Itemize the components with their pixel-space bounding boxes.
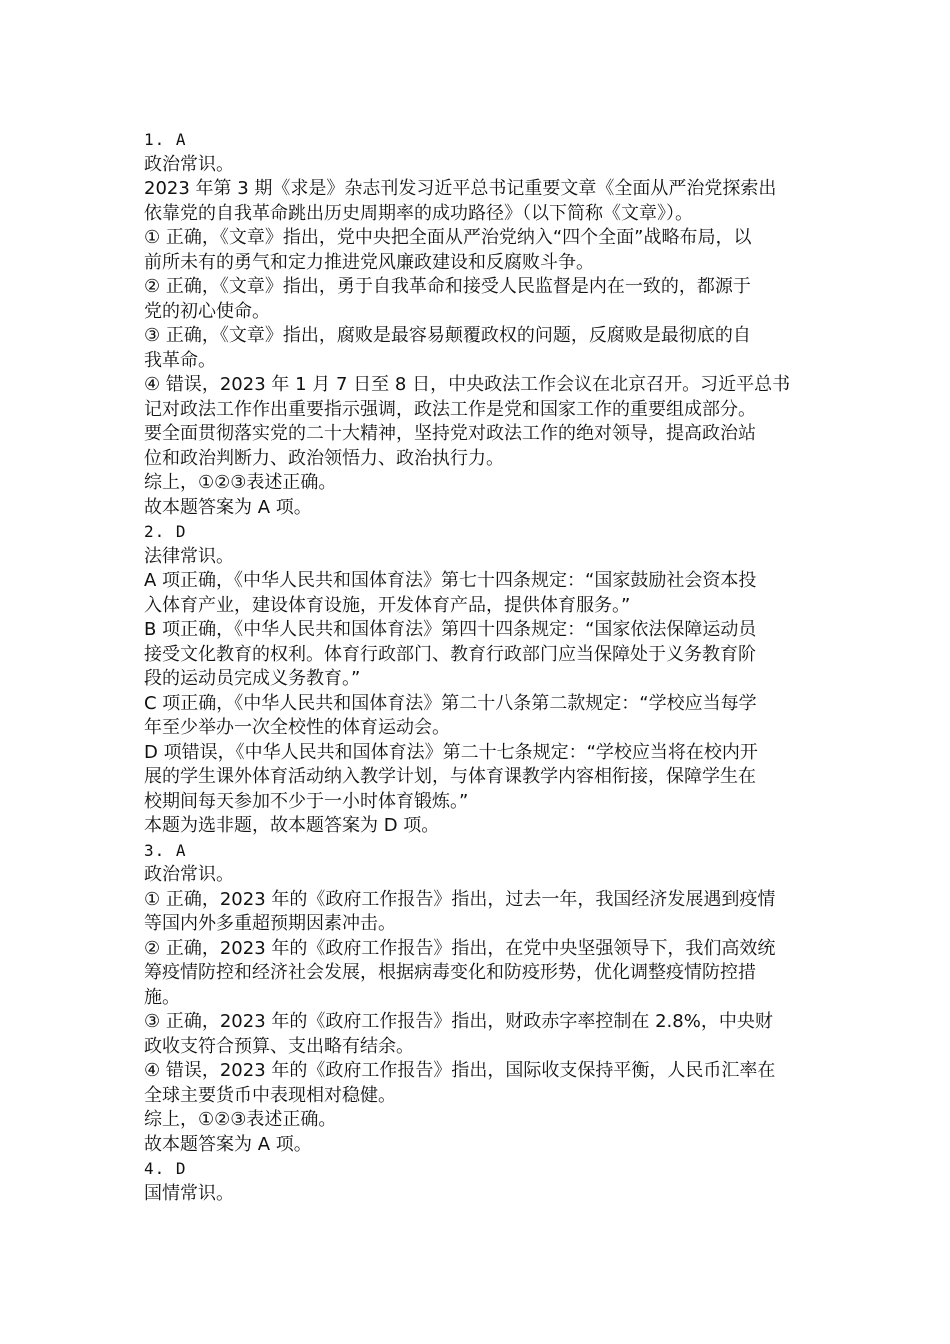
explanation-line: 校期间每天参加不少于一小时体育锻炼。” xyxy=(144,790,469,812)
explanation-line: 全球主要货币中表现相对稳健。 xyxy=(144,1084,396,1106)
answer-key-line: 1. A xyxy=(144,130,187,149)
explanation-line: 接受文化教育的权利。体育行政部门、教育行政部门应当保障处于义务教育阶 xyxy=(144,643,756,665)
explanation-line: 综上，①②③表述正确。 xyxy=(144,1109,337,1130)
explanation-line: 依靠党的自我革命跳出历史周期率的成功路径》（以下简称《文章》）。 xyxy=(144,202,693,224)
explanation-line: ③ 正确，《文章》指出，腐败是最容易颠覆政权的问题，反腐败是最彻底的自 xyxy=(144,325,751,346)
explanation-line: 政治常识。 xyxy=(144,153,234,175)
explanation-line: 要全面贯彻落实党的二十大精神，坚持党对政法工作的绝对领导，提高政治站 xyxy=(144,423,756,444)
explanation-line: 入体育产业，建设体育设施，开发体育产品，提供体育服务。” xyxy=(144,594,631,616)
explanation-line: ② 正确，2023 年的《政府工作报告》指出，在党中央坚强领导下，我们高效统 xyxy=(144,937,776,959)
explanation-line: 综上，①②③表述正确。 xyxy=(144,472,337,493)
explanation-line: 国情常识。 xyxy=(144,1182,234,1204)
explanation-line: 段的运动员完成义务教育。” xyxy=(144,668,361,689)
answer-explanation-text xyxy=(144,128,808,1206)
explanation-line: ④ 错误，2023 年的《政府工作报告》指出，国际收支保持平衡，人民币汇率在 xyxy=(144,1060,776,1081)
explanation-line: ③ 正确，2023 年的《政府工作报告》指出，财政赤字率控制在 2.8%，中央财 xyxy=(144,1011,773,1032)
explanation-line: 故本题答案为 A 项。 xyxy=(144,1133,312,1155)
explanation-line: 我革命。 xyxy=(144,349,216,371)
explanation-line: ① 正确，《文章》指出，党中央把全面从严治党纳入“四个全面”战略布局，以 xyxy=(144,227,752,248)
explanation-line: 本题为选非题，故本题答案为 D 项。 xyxy=(144,815,440,836)
explanation-line: 等国内外多重超预期因素冲击。 xyxy=(144,913,396,934)
explanation-line: 政治常识。 xyxy=(144,864,234,885)
answer-key-line: 2. D xyxy=(144,522,187,541)
explanation-line: 年至少举办一次全校性的体育运动会。 xyxy=(144,717,450,738)
explanation-line: ④ 错误，2023 年 1 月 7 日至 8 日，中央政法工作会议在北京召开。习近平总书 xyxy=(144,374,791,395)
explanation-line: 2023 年第 3 期《求是》杂志刊发习近平总书记重要文章《全面从严治党探索出 xyxy=(144,178,777,199)
answer-key-line: 3. A xyxy=(144,840,187,860)
explanation-line: 党的初心使命。 xyxy=(144,300,270,322)
explanation-line: 记对政法工作作出重要指示强调，政法工作是党和国家工作的重要组成部分。 xyxy=(144,398,756,420)
answer-key-line: 4. D xyxy=(144,1159,187,1178)
explanation-line: A 项正确，《中华人民共和国体育法》第七十四条规定：“国家鼓励社会资本投 xyxy=(144,570,757,591)
explanation-line: ① 正确，2023 年的《政府工作报告》指出，过去一年，我国经济发展遇到疫情 xyxy=(144,888,776,910)
explanation-line: 施。 xyxy=(144,986,180,1008)
explanation-line: 故本题答案为 A 项。 xyxy=(144,496,312,518)
explanation-line: B 项正确，《中华人民共和国体育法》第四十四条规定：“国家依法保障运动员 xyxy=(144,619,757,640)
explanation-line: C 项正确，《中华人民共和国体育法》第二十八条第二款规定：“学校应当每学 xyxy=(144,692,757,714)
explanation-line: D 项错误，《中华人民共和国体育法》第二十七条规定：“学校应当将在校内开 xyxy=(144,741,758,763)
explanation-line: 展的学生课外体育活动纳入教学计划，与体育课教学内容相衔接，保障学生在 xyxy=(144,766,756,787)
explanation-line: 政收支符合预算、支出略有结余。 xyxy=(144,1035,414,1057)
explanation-line: 筹疫情防控和经济社会发展，根据病毒变化和防疫形势，优化调整疫情防控措 xyxy=(144,962,756,983)
explanation-line: 位和政治判断力、政治领悟力、政治执行力。 xyxy=(144,447,504,469)
explanation-line: ② 正确，《文章》指出，勇于自我革命和接受人民监督是内在一致的，都源于 xyxy=(144,276,751,297)
explanation-line: 法律常识。 xyxy=(144,545,234,567)
explanation-line: 前所未有的勇气和定力推进党风廉政建设和反腐败斗争。 xyxy=(144,251,594,273)
